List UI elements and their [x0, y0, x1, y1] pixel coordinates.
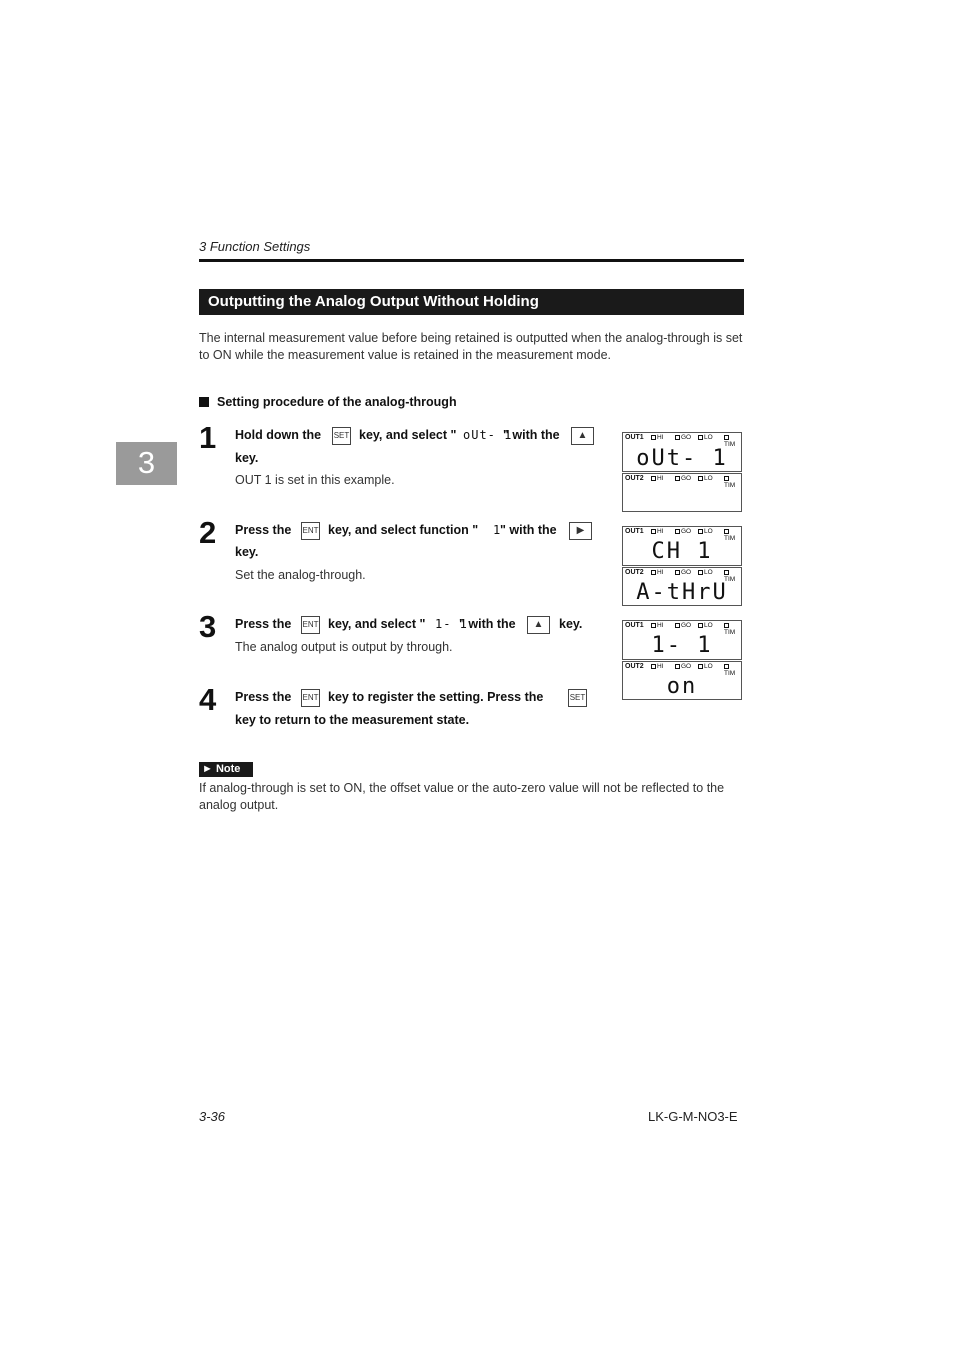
- header-rule: [199, 259, 744, 262]
- step-2-display-code: 1: [493, 523, 502, 537]
- step-3-display-code: 1- 1: [435, 617, 468, 631]
- chapter-number: 3: [137, 445, 156, 480]
- step-2-text-b: key, and select function ": [328, 523, 479, 537]
- subheading: [199, 395, 457, 409]
- note-text: If analog-through is set to ON, the offset value or the auto-zero value will not be reflected to the analog output.: [199, 781, 725, 812]
- lo-indicator: LO: [698, 528, 713, 535]
- indicator-square-icon: [698, 664, 703, 669]
- step-2-text-line2: key.: [235, 545, 259, 559]
- hi-indicator: HI: [651, 475, 664, 482]
- hi-indicator: HI: [651, 434, 664, 441]
- lo-indicator: LO: [698, 475, 713, 482]
- step-3-text-c: " with the: [459, 617, 516, 631]
- set-key-icon: SET: [568, 689, 587, 707]
- running-header: 3 Function Settings: [199, 239, 311, 254]
- out1-label: OUT1: [625, 434, 644, 441]
- step-4-number: 4: [199, 682, 217, 717]
- indicator-square-icon: [724, 529, 729, 534]
- indicator-square-icon: [651, 435, 656, 440]
- tim-indicator: TIM: [724, 434, 741, 448]
- go-indicator: GO: [675, 569, 691, 576]
- step-1-text-a: Hold down the: [235, 428, 322, 442]
- indicator-square-icon: [698, 623, 703, 628]
- page-number: 3-36: [199, 1109, 226, 1124]
- go-indicator: GO: [675, 622, 691, 629]
- panel-display-value: oUt- 1: [636, 446, 728, 471]
- step-4-text-b: key to register the setting. Press the: [328, 690, 544, 704]
- indicator-square-icon: [724, 476, 729, 481]
- out1-label: OUT1: [625, 622, 644, 629]
- indicator-square-icon: [651, 529, 656, 534]
- panel-display-value: 1- 1: [651, 633, 713, 658]
- up-arrow-key-icon: ▲: [527, 616, 550, 634]
- tim-indicator: TIM: [724, 622, 741, 636]
- display-panel-out1: [622, 432, 742, 472]
- note-badge: [199, 762, 253, 777]
- step-1-text-line2: key.: [235, 451, 259, 465]
- indicator-square-icon: [675, 529, 680, 534]
- intro-paragraph: The internal measurement value before being retained is outputted when the analog-through is set to ON while the measurement value is retained in the measurement mode.: [199, 331, 743, 362]
- panel-display-value: CH 1: [651, 539, 713, 564]
- ent-key-icon: ENT: [301, 522, 320, 540]
- go-indicator: GO: [675, 663, 691, 670]
- indicator-square-icon: [675, 664, 680, 669]
- step-2-text-c: " with the: [500, 523, 557, 537]
- indicator-square-icon: [698, 529, 703, 534]
- display-panel-out1: [622, 526, 742, 566]
- indicator-square-icon: [698, 476, 703, 481]
- step-1-subtext: OUT 1 is set in this example.: [235, 473, 395, 487]
- panel-display-value: A-tHrU: [636, 580, 728, 605]
- ent-key-icon: ENT: [301, 689, 320, 707]
- tim-indicator: TIM: [724, 663, 741, 677]
- step-2-text-a: Press the: [235, 523, 292, 537]
- step-2-number: 2: [199, 515, 217, 550]
- step-1-number: 1: [199, 420, 217, 455]
- panel-display-value: on: [666, 674, 698, 699]
- display-panel-out2: [622, 567, 742, 606]
- step-3-number: 3: [199, 609, 217, 644]
- out2-label: OUT2: [625, 569, 644, 576]
- step-2-subtext: Set the analog-through.: [235, 568, 366, 582]
- indicator-square-icon: [675, 476, 680, 481]
- go-indicator: GO: [675, 434, 691, 441]
- right-arrow-key-icon: ▶: [569, 522, 592, 540]
- indicator-square-icon: [724, 664, 729, 669]
- indicator-square-icon: [651, 664, 656, 669]
- indicator-square-icon: [698, 570, 703, 575]
- lo-indicator: LO: [698, 663, 713, 670]
- lo-indicator: LO: [698, 434, 713, 441]
- ent-key-icon: ENT: [301, 616, 320, 634]
- tim-indicator: TIM: [724, 569, 741, 583]
- chapter-tab: [116, 442, 177, 485]
- indicator-square-icon: [675, 435, 680, 440]
- step-3-text-b: key, and select ": [328, 617, 426, 631]
- step-1-text-c: " with the: [503, 428, 560, 442]
- step-4-text-a: Press the: [235, 690, 292, 704]
- step-3-text-d: key.: [559, 617, 583, 631]
- indicator-square-icon: [724, 435, 729, 440]
- tim-indicator: TIM: [724, 475, 741, 489]
- step-4-text-line2: key to return to the measurement state.: [235, 713, 470, 727]
- hi-indicator: HI: [651, 569, 664, 576]
- hi-indicator: HI: [651, 663, 664, 670]
- display-panel-out1: [622, 620, 742, 660]
- indicator-square-icon: [651, 623, 656, 628]
- indicator-square-icon: [698, 435, 703, 440]
- indicator-square-icon: [724, 570, 729, 575]
- bullet-square-icon: [199, 397, 209, 407]
- step-3-text-a: Press the: [235, 617, 292, 631]
- go-indicator: GO: [675, 475, 691, 482]
- out2-label: OUT2: [625, 475, 644, 482]
- indicator-square-icon: [724, 623, 729, 628]
- section-title-bar: [199, 289, 744, 315]
- indicator-square-icon: [651, 476, 656, 481]
- tim-indicator: TIM: [724, 528, 741, 542]
- note-label: ► Note: [202, 763, 241, 775]
- hi-indicator: HI: [651, 622, 664, 629]
- indicator-square-icon: [675, 623, 680, 628]
- section-title: Outputting the Analog Output Without Holding: [208, 293, 539, 310]
- subheading-text: Setting procedure of the analog-through: [217, 395, 457, 409]
- lo-indicator: LO: [698, 569, 713, 576]
- step-1-display-code: oUt- 1: [463, 428, 513, 442]
- indicator-square-icon: [675, 570, 680, 575]
- step-1-text-b: key, and select ": [359, 428, 457, 442]
- step-3-subtext: The analog output is output by through.: [235, 640, 453, 654]
- set-key-icon: SET: [332, 427, 351, 445]
- lo-indicator: LO: [698, 622, 713, 629]
- hi-indicator: HI: [651, 528, 664, 535]
- display-panel-out2: [622, 661, 742, 700]
- display-panel-out2: [622, 473, 742, 512]
- go-indicator: GO: [675, 528, 691, 535]
- up-arrow-key-icon: ▲: [571, 427, 594, 445]
- out2-label: OUT2: [625, 663, 644, 670]
- document-code: LK-G-M-NO3-E: [648, 1109, 738, 1124]
- out1-label: OUT1: [625, 528, 644, 535]
- indicator-square-icon: [651, 570, 656, 575]
